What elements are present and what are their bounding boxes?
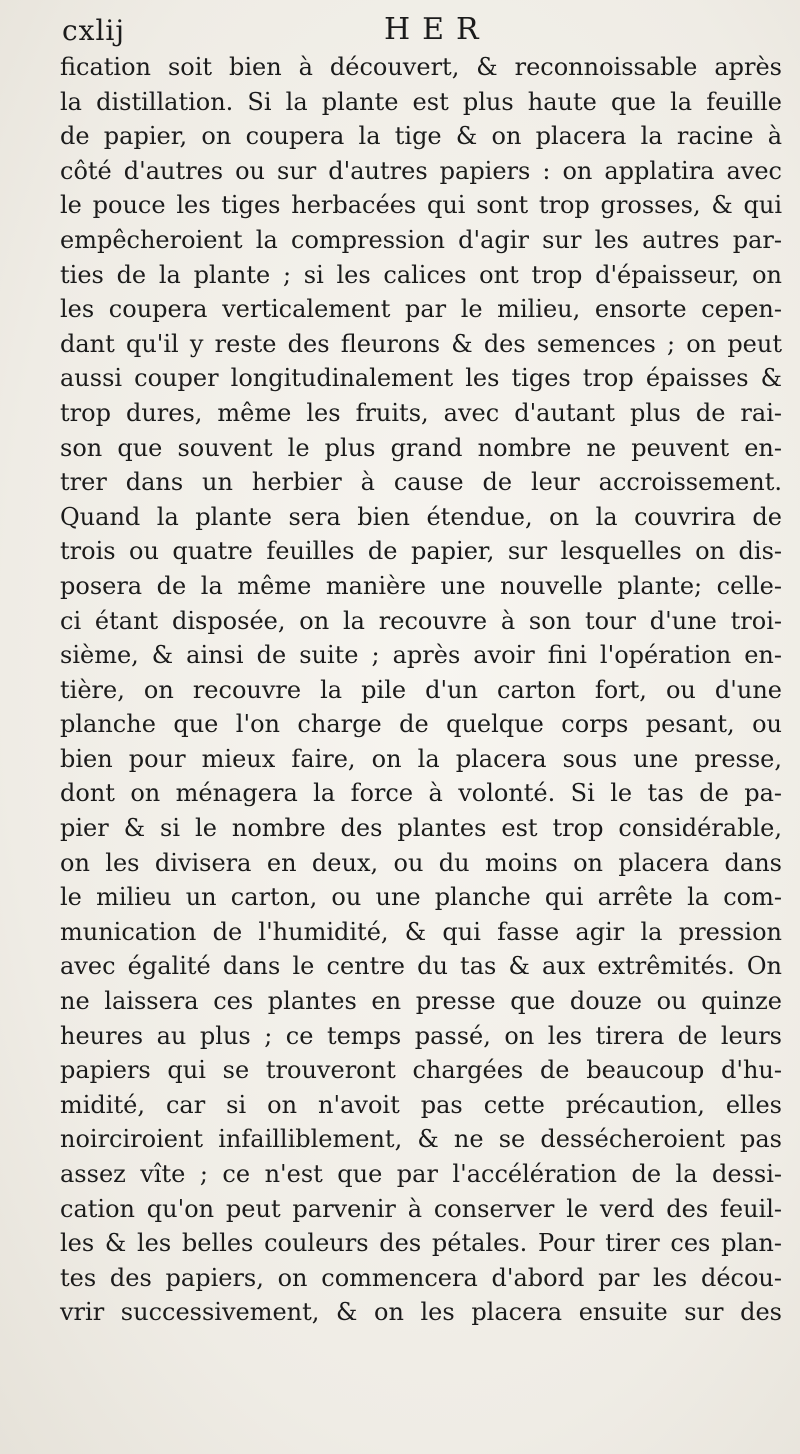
text-line: le pouce les tiges herbacées qui sont trop grosses, & qui	[60, 191, 782, 220]
text-line: ties de la plante ; si les calices ont trop d'épaisseur, on	[60, 260, 782, 289]
body-text	[60, 50, 782, 1330]
text-line: de papier, on coupera la tige & on placera la racine à	[60, 122, 782, 151]
text-line: munication de l'humidité, & qui fasse agir la pression	[60, 917, 782, 946]
text-line: ci étant disposée, on la recouvre à son tour d'une troi-	[60, 606, 782, 635]
text-line: midité, car si on n'avoit pas cette précaution, elles	[60, 1090, 782, 1119]
text-line: la distillation. Si la plante est plus haute que la feuille	[60, 87, 782, 116]
text-line: trois ou quatre feuilles de papier, sur lesquelles on dis-	[60, 537, 782, 566]
text-line: vrir successivement, & on les placera ensuite sur des	[60, 1298, 782, 1327]
text-line: le milieu un carton, ou une planche qui arrête la com-	[60, 883, 782, 912]
text-line: pier & si le nombre des plantes est trop considérable,	[60, 814, 782, 843]
text-line: assez vîte ; ce n'est que par l'accélération de la dessi-	[60, 1160, 782, 1188]
text-line: avec égalité dans le centre du tas & aux extrêmités. On	[60, 952, 782, 981]
text-line: aussi couper longitudinalement les tiges trop épaisses &	[60, 364, 782, 393]
text-line: ne laissera ces plantes en presse que douze ou quinze	[60, 987, 782, 1016]
running-head: HER	[384, 12, 491, 47]
text-line: dont on ménagera la force à volonté. Si le tas de pa-	[60, 779, 782, 808]
text-line: son que souvent le plus grand nombre ne peuvent en-	[60, 433, 782, 462]
text-line: sième, & ainsi de suite ; après avoir fini l'opération en-	[60, 641, 782, 670]
text-line: cation qu'on peut parvenir à conserver le verd des feuil-	[60, 1194, 782, 1223]
text-line: Quand la plante sera bien étendue, on la couvrira de	[60, 502, 782, 531]
text-line: posera de la même manière une nouvelle plante; celle-	[60, 571, 782, 600]
text-line: les & les belles couleurs des pétales. Pour tirer ces plan-	[60, 1229, 782, 1258]
text-line: trer dans un herbier à cause de leur accroissement.	[60, 468, 782, 497]
text-line: papiers qui se trouveront chargées de beaucoup d'hu-	[60, 1056, 782, 1085]
text-line: tière, on recouvre la pile d'un carton fort, ou d'une	[60, 675, 782, 704]
text-line: heures au plus ; ce temps passé, on les tirera de leurs	[60, 1021, 782, 1050]
text-line: planche que l'on charge de quelque corps pesant, ou	[60, 710, 782, 739]
page-header	[0, 8, 800, 50]
text-line: bien pour mieux faire, on la placera sous une presse,	[60, 744, 782, 773]
text-line: on les divisera en deux, ou du moins on placera dans	[60, 848, 782, 877]
text-line: dant qu'il y reste des fleurons & des semences ; on peut	[60, 329, 782, 358]
page-number: cxlij	[62, 14, 126, 47]
text-line: trop dures, même les fruits, avec d'autant plus de rai-	[60, 398, 782, 427]
text-line: noirciroient infailliblement, & ne se dessécheroient pas	[60, 1125, 782, 1154]
text-line: fication soit bien à découvert, & reconnoissable après	[60, 53, 782, 81]
text-line: les coupera verticalement par le milieu, ensorte cepen-	[60, 295, 782, 324]
text-line: côté d'autres ou sur d'autres papiers : on applatira avec	[60, 156, 782, 185]
text-line: tes des papiers, on commencera d'abord par les décou-	[60, 1263, 782, 1292]
text-line: empêcheroient la compression d'agir sur les autres par-	[60, 225, 782, 254]
